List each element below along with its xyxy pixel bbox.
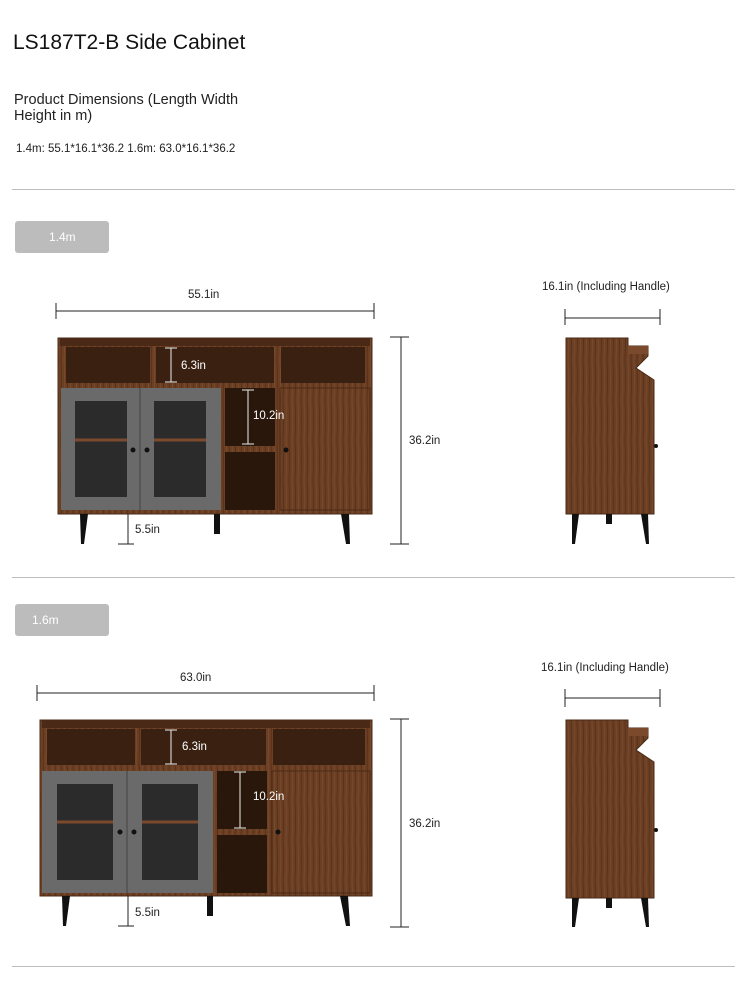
- top-shelf-label: 6.3in: [181, 360, 206, 372]
- dimensions-values: 1.4m: 55.1*16.1*36.2 1.6m: 63.0*16.1*36.2: [16, 143, 236, 155]
- cabinet-front-1-4m: [56, 303, 409, 544]
- top-shelf-label: 6.3in: [182, 741, 207, 753]
- divider-middle: [12, 577, 735, 578]
- size-tag-1-4m: 1.4m: [15, 221, 109, 253]
- depth-label: 16.1in (Including Handle): [542, 281, 670, 293]
- depth-label: 16.1in (Including Handle): [541, 662, 669, 674]
- leg-height-label: 5.5in: [135, 524, 160, 536]
- size-tag-1-6m: 1.6m: [15, 604, 109, 636]
- leg-height-label: 5.5in: [135, 907, 160, 919]
- width-label: 63.0in: [180, 672, 212, 684]
- cabinet-side-1-6m: [565, 689, 660, 927]
- mid-shelf-label: 10.2in: [253, 410, 285, 422]
- cabinet-side-1-4m: [565, 309, 660, 544]
- dimensions-heading: Product Dimensions (Length Width Height in m): [14, 92, 239, 124]
- divider-bottom: [12, 966, 735, 967]
- product-title: LS187T2-B Side Cabinet: [13, 31, 246, 54]
- width-label: 55.1in: [188, 289, 220, 301]
- height-label: 36.2in: [409, 818, 441, 830]
- height-label: 36.2in: [409, 435, 441, 447]
- mid-shelf-label: 10.2in: [253, 791, 285, 803]
- cabinet-front-1-6m: [37, 685, 409, 927]
